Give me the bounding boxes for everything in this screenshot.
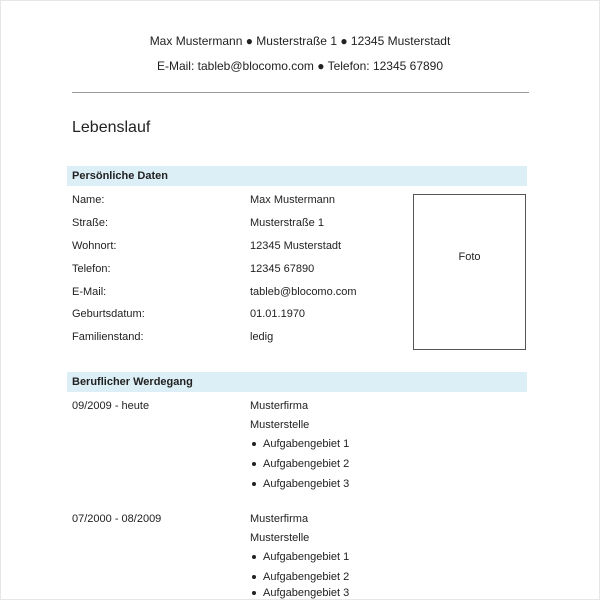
career-company: Musterfirma [250, 513, 309, 525]
value-email: tableb@blocomo.com [250, 286, 357, 298]
career-task-text: Aufgabengebiet 2 [263, 458, 350, 470]
value-phone: 12345 67890 [250, 263, 315, 275]
section-header-career: Beruflicher Werdegang [67, 372, 527, 392]
bullet-icon [252, 442, 256, 446]
value-street: Musterstraße 1 [250, 217, 324, 229]
career-task-text: Aufgabengebiet 1 [263, 551, 350, 563]
bullet-icon [252, 591, 256, 595]
section-header-personal: Persönliche Daten [67, 166, 527, 186]
career-company: Musterfirma [250, 400, 309, 412]
value-birthdate: 01.01.1970 [250, 308, 306, 320]
value-marital-status: ledig [250, 331, 274, 343]
label-phone: Telefon: [72, 263, 111, 275]
label-name: Name: [72, 194, 105, 206]
photo-placeholder [413, 194, 526, 350]
value-name: Max Mustermann [250, 194, 335, 206]
career-task-text: Aufgabengebiet 3 [263, 587, 350, 599]
label-city: Wohnort: [72, 240, 117, 252]
career-period: 07/2000 - 08/2009 [72, 513, 162, 525]
bullet-icon [252, 555, 256, 559]
label-street: Straße: [72, 217, 109, 229]
career-task-text: Aufgabengebiet 2 [263, 571, 350, 583]
label-birthdate: Geburtsdatum: [72, 308, 145, 320]
contact-line-address: Max Mustermann ● Musterstraße 1 ● 12345 Musterstadt [149, 34, 451, 48]
bullet-icon [252, 482, 256, 486]
header-divider [72, 92, 529, 93]
label-email: E-Mail: [72, 286, 107, 298]
label-marital-status: Familienstand: [72, 331, 144, 343]
document-title: Lebenslauf [72, 119, 151, 136]
career-period: 09/2009 - heute [72, 400, 150, 412]
bullet-icon [252, 575, 256, 579]
value-city: 12345 Musterstadt [250, 240, 342, 252]
career-task-text: Aufgabengebiet 3 [263, 478, 350, 490]
contact-line-email-phone: E-Mail: tableb@blocomo.com ● Telefon: 12345 67890 [156, 59, 444, 73]
photo-label: Foto [458, 251, 481, 263]
career-position: Musterstelle [250, 419, 310, 431]
career-task-text: Aufgabengebiet 1 [263, 438, 350, 450]
career-position: Musterstelle [250, 532, 310, 544]
bullet-icon [252, 462, 256, 466]
